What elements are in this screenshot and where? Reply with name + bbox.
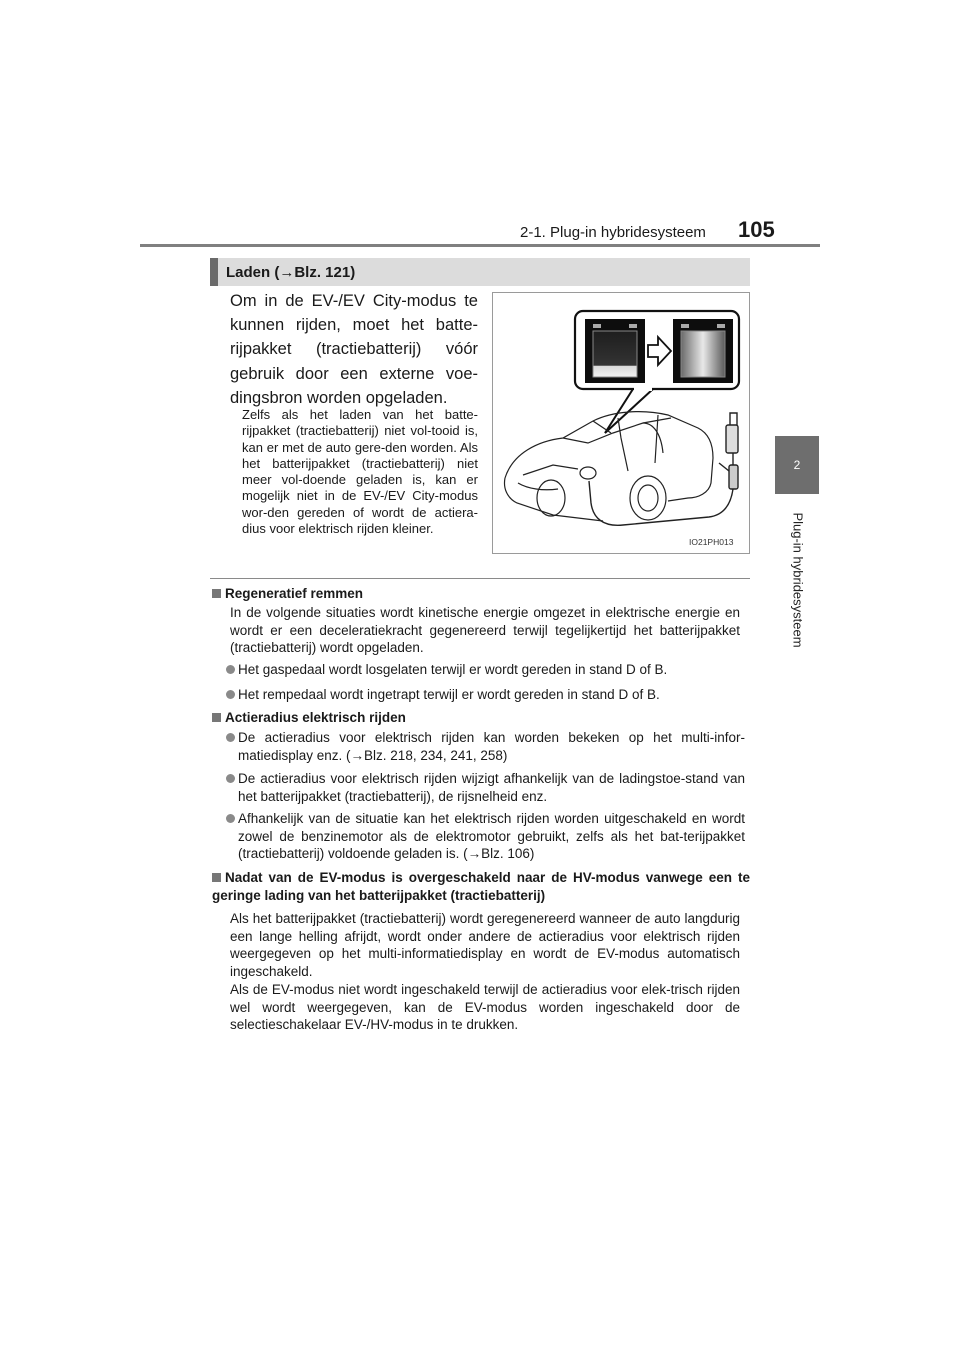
- heading-actieradius: [212, 710, 406, 725]
- heading-text: Actieradius elektrisch rijden: [225, 710, 406, 725]
- bullet-dot-icon: [226, 733, 235, 742]
- charging-car-drawing: [493, 293, 749, 553]
- nadat-text-2: Als de EV-modus niet wordt ingeschakeld terwijl de actieradius voor elek-trisch rijden wel wordt weergegeven, kan de EV-modus worden ingeschakeld door de selectieschakelaar EV-/HV-modus in te drukken.: [230, 982, 740, 1033]
- list-item: De actieradius voor elektrisch rijden kan worden bekeken op het multi-infor-matiedisplay enz. (→Blz. 218, 234, 241, 258): [226, 729, 745, 764]
- figure-code: IO21PH013: [689, 537, 734, 547]
- laden-intro: Om in de EV-/EV City-modus te kunnen rijden, moet het batte-rijpakket (tractiebatterij) vóór gebruik door een externe voe-dingsbron worden opgeladen.: [230, 292, 478, 407]
- bullet-dot-icon: [226, 774, 235, 783]
- chapter-side-label: [789, 500, 807, 660]
- square-bullet-icon: [212, 713, 221, 722]
- section-divider: [210, 578, 750, 579]
- charging-illustration: [492, 292, 750, 554]
- list-item: De actieradius voor elektrisch rijden wijzigt afhankelijk van de ladingstoe-stand van het batterijpakket (tractiebatterij), de rijsnelheid enz.: [226, 770, 745, 805]
- section-title-text: Laden (→Blz. 121): [226, 263, 356, 281]
- list-item: Afhankelijk van de situatie kan het elektrisch rijden worden uitgeschakeld en wordt zowel de benzinemotor als de elektromotor gebruikt, zelfs als het bat-terijpakket (tractiebatterij) voldoende geladen is. (→Blz. 106): [226, 810, 745, 863]
- nadat-text-1: Als het batterijpakket (tractiebatterij) wordt geregenereerd wanneer de auto langdurig een lange helling afrijdt, wordt onder andere de actieradius voor elektrisch rijden weergegeven op het multi-informatiedisplay en wordt de EV-modus automatisch ingeschakeld.: [230, 911, 740, 979]
- list-item: Het rempedaal wordt ingetrapt terwijl er wordt gereden in stand D of B.: [226, 686, 745, 704]
- chapter-side-label-text: Plug-in hybridesysteem: [790, 512, 806, 648]
- heading-regeneratief: [212, 586, 363, 601]
- square-bullet-icon: [212, 873, 221, 882]
- heading-text: Nadat van de EV-modus is overgeschakeld naar de HV-modus vanwege een te geringe lading van het batterijpakket (tractiebatterij): [212, 870, 750, 903]
- header-rule: [140, 244, 820, 247]
- chapter-tab: [775, 436, 819, 494]
- callout-pointer: [605, 389, 653, 433]
- regeneratief-text: In de volgende situaties wordt kinetische energie omgezet in elektrische energie en wordt er een deceleratiekracht gegenereerd terwijl tegelijkertijd het batterijpakket (tractiebatterij) wordt opgeladen.: [230, 605, 740, 656]
- laden-note: Zelfs als het laden van het batte-rijpakket (tractiebatterij) niet vol-tooid is, kan er met de auto gere-den worden. Als het batterijpakket (tractiebatterij) niet meer vol-doende geladen is, kan er mogelijk niet in de EV-/EV City-modus wor-den gereden of wordt de actiera-dius voor elektrisch rijden kleiner.: [242, 407, 478, 537]
- chapter-tab-number: 2: [793, 458, 801, 472]
- section-title-laden: [210, 258, 750, 286]
- square-bullet-icon: [212, 589, 221, 598]
- list-item: Het gaspedaal wordt losgelaten terwijl er wordt gereden in stand D of B.: [226, 661, 745, 679]
- section-path: 2-1. Plug-in hybridesysteem: [520, 224, 706, 241]
- bullet-dot-icon: [226, 814, 235, 823]
- bullet-dot-icon: [226, 690, 235, 699]
- heading-nadat: [212, 869, 750, 905]
- bullet-dot-icon: [226, 665, 235, 674]
- page-number: 105: [738, 217, 775, 242]
- heading-text: Regeneratief remmen: [225, 586, 364, 601]
